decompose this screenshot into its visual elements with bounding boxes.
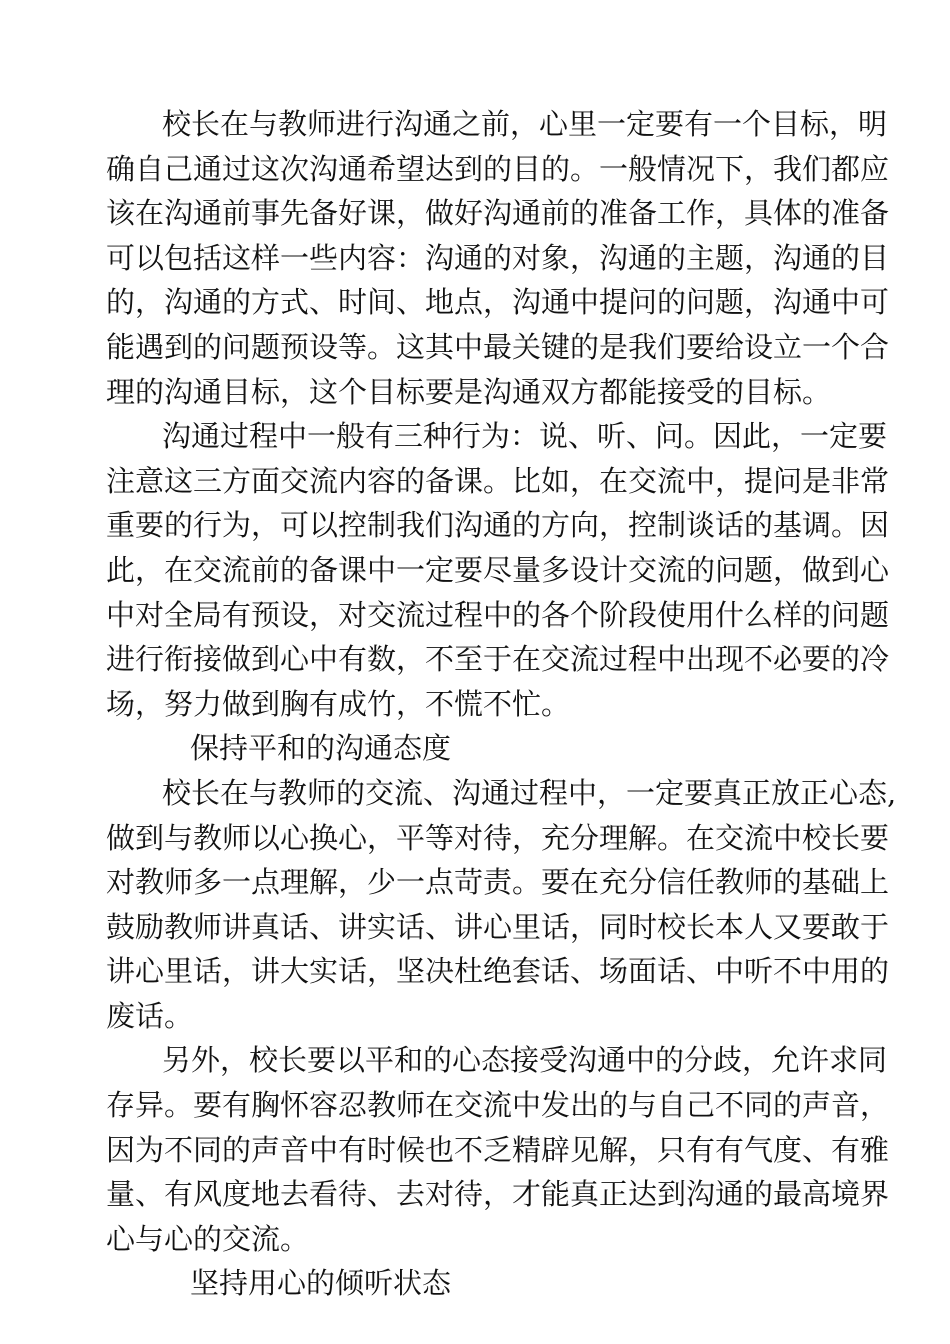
text-line: 理的沟通目标，这个目标要是沟通双方都能接受的目标。 — [106, 374, 832, 409]
text-line: 废话。 — [106, 998, 194, 1033]
paragraph-disagreement — [106, 1038, 890, 1261]
text-line: 存异。要有胸怀容忍教师在交流中发出的与自己不同的声音， — [106, 1088, 890, 1123]
text-line: 另外，校长要以平和的心态接受沟通中的分歧，允许求同 — [162, 1043, 888, 1078]
section-heading: 坚持用心的倾听状态 — [190, 1266, 452, 1301]
text-line: 校长在与教师的交流、沟通过程中，一定要真正放正心态, — [162, 775, 897, 810]
text-line: 确自己通过这次沟通希望达到的目的。一般情况下，我们都应 — [106, 151, 890, 186]
text-line: 对教师多一点理解，少一点苛责。要在充分信任教师的基础上 — [106, 865, 890, 900]
text-line: 因为不同的声音中有时候也不乏精辟见解，只有有气度、有雅 — [106, 1132, 890, 1167]
section-heading: 保持平和的沟通态度 — [190, 731, 452, 766]
text-line: 的，沟通的方式、时间、地点，沟通中提问的问题，沟通中可 — [106, 285, 890, 320]
text-line: 心与心的交流。 — [106, 1221, 310, 1256]
text-line: 注意这三方面交流内容的备课。比如，在交流中，提问是非常 — [106, 463, 890, 498]
paragraph-open-mind — [106, 771, 897, 1039]
text-line: 沟通过程中一般有三种行为：说、听、问。因此，一定要 — [162, 419, 888, 454]
text-line: 能遇到的问题预设等。这其中最关键的是我们要给设立一个合 — [106, 329, 890, 364]
text-line: 讲心里话，讲大实话，坚决杜绝套话、场面话、中听不中用的 — [106, 954, 890, 989]
paragraph-three-behaviors — [106, 414, 890, 726]
paragraph-preparation — [106, 102, 890, 414]
document-page — [106, 102, 897, 1306]
text-line: 校长在与教师进行沟通之前，心里一定要有一个目标，明 — [162, 107, 888, 141]
text-line: 可以包括这样一些内容：沟通的对象，沟通的主题，沟通的目 — [106, 240, 890, 275]
text-line: 此，在交流前的备课中一定要尽量多设计交流的问题，做到心 — [106, 552, 890, 587]
text-line: 做到与教师以心换心，平等对待，充分理解。在交流中校长要 — [106, 820, 890, 855]
text-line: 场，努力做到胸有成竹，不慌不忙。 — [106, 686, 571, 721]
text-line: 量、有风度地去看待、去对待，才能真正达到沟通的最高境界 — [106, 1177, 890, 1212]
section-heading-attitude — [106, 726, 852, 771]
text-line: 进行衔接做到心中有数，不至于在交流过程中出现不必要的冷 — [106, 642, 890, 677]
text-line: 重要的行为，可以控制我们沟通的方向，控制谈话的基调。因 — [106, 508, 890, 543]
text-line: 鼓励教师讲真话、讲实话、讲心里话，同时校长本人又要敢于 — [106, 909, 890, 944]
text-line: 中对全局有预设，对交流过程中的各个阶段使用什么样的问题 — [106, 597, 890, 632]
text-line: 该在沟通前事先备好课，做好沟通前的准备工作，具体的准备 — [106, 196, 890, 231]
section-heading-listening — [106, 1261, 852, 1306]
